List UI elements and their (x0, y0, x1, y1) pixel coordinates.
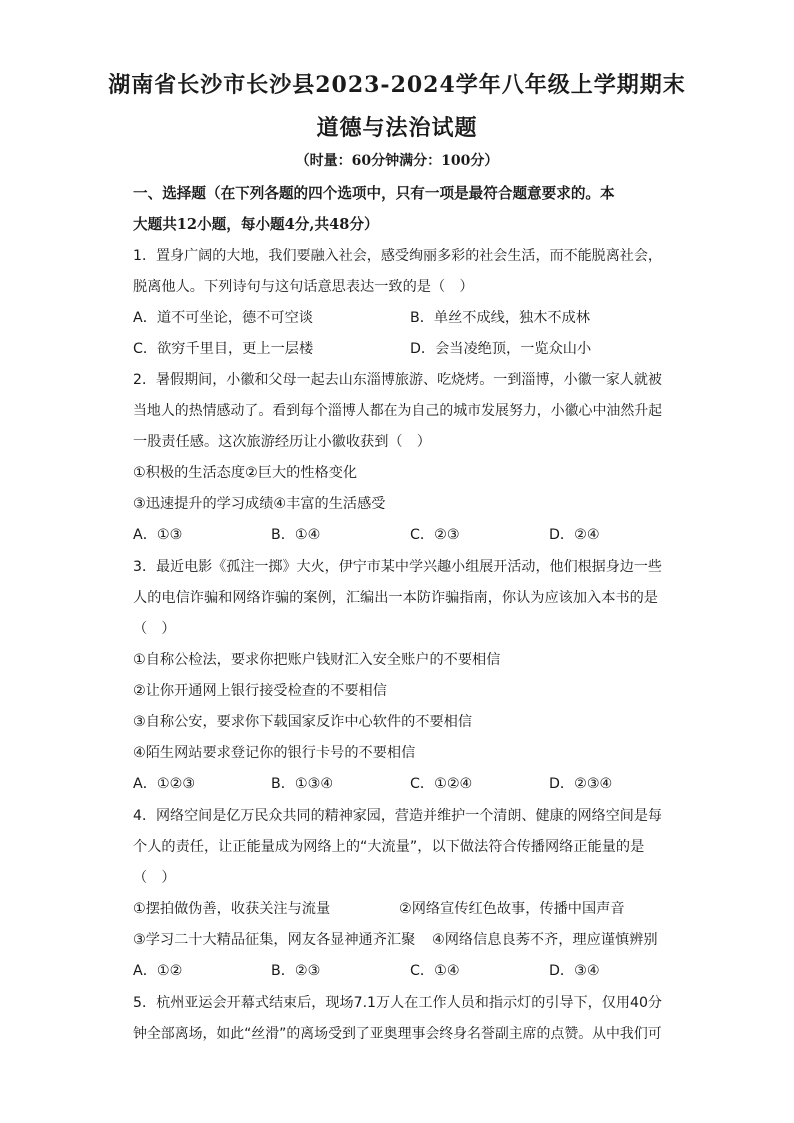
q3-item-4: ④陌生网站要求登记你的银行卡号的不要相信 (133, 745, 416, 761)
q4-item-1: ①摆拍做伪善，收获关注与流量 (133, 901, 331, 917)
q5-stem-line1: 5．杭州亚运会开幕式结束后，现场7.1万人在工作人员和指示灯的引导下，仅用40分 (133, 995, 663, 1011)
exam-meta: （时量：60分钟满分：100分） (295, 153, 499, 169)
q3-option-c: C．①②④ (410, 776, 473, 792)
q4-option-d: D．③④ (549, 963, 600, 979)
q2-option-d: D．②④ (549, 527, 600, 543)
q4-stem-line1: 4．网络空间是亿万民众共同的精神家园，营造并维护一个清朗、健康的网络空间是每 (133, 808, 662, 824)
q2-stem-line1: 2．暑假期间，小徽和父母一起去山东淄博旅游、吃烧烤。一到淄博，小徽一家人就被 (133, 372, 662, 388)
q2-option-a: A．①③ (133, 527, 183, 543)
q3-item-3: ③自称公安，要求你下载国家反诈中心软件的不要相信 (133, 714, 473, 730)
q4-option-a: A．①② (133, 963, 183, 979)
q3-stem-line1: 3．最近电影《孤注一掷》大火，伊宁市某中学兴趣小组展开活动，他们根据身边一些 (133, 559, 662, 575)
section-heading-line2: 大题共12小题，每小题4分,共48分） (133, 216, 379, 233)
q3-option-d: D．②③④ (549, 776, 613, 792)
q1-stem-line1: 1．置身广阔的大地，我们要融入社会，感受绚丽多彩的社会生活，而不能脱离社会， (133, 248, 662, 264)
exam-title-line1: 湖南省长沙市长沙县2023-2024学年八年级上学期期末 (108, 72, 686, 98)
exam-title-line2: 道德与法治试题 (316, 115, 478, 141)
q3-stem-line3: （ ） (133, 621, 176, 637)
section-heading-line1: 一、选择题（在下列各题的四个选项中，只有一项是最符合题意要求的。本 (133, 185, 615, 202)
q1-option-c: C．欲穷千里目，更上一层楼 (133, 341, 314, 357)
q4-option-b: B．②③ (271, 963, 321, 979)
q3-option-b: B．①③④ (271, 776, 334, 792)
q2-stem-line3: 一股责任感。这次旅游经历让小徽收获到（ ） (133, 434, 431, 450)
q4-option-c: C．①④ (410, 963, 460, 979)
q5-stem-line2: 钟全部离场，如此“丝滑”的离场受到了亚奥理事会终身名誉副主席的点赞。从中我们可 (133, 1026, 662, 1042)
q3-stem-line2: 人的电信诈骗和网络诈骗的案例，汇编出一本防诈骗指南，你认为应该加入本书的是 (133, 590, 658, 606)
q2-stem-line2: 当地人的热情感动了。看到每个淄博人都在为自己的城市发展努力，小徽心中油然升起 (133, 403, 663, 419)
q2-option-b: B．①④ (271, 527, 321, 543)
q2-items-line1: ①积极的生活态度②巨大的性格变化 (133, 465, 358, 481)
q2-option-c: C．②③ (410, 527, 460, 543)
q4-stem-line3: （ ） (133, 870, 176, 886)
q3-item-1: ①自称公检法，要求你把账户钱财汇入安全账户的不要相信 (133, 652, 501, 668)
q4-item-2: ②网络宣传红色故事，传播中国声音 (399, 901, 625, 917)
q4-stem-line2: 个人的责任，让正能量成为网络上的“大流量”，以下做法符合传播网络正能量的是 (133, 839, 645, 855)
q3-item-2: ②让你开通网上银行接受检查的不要相信 (133, 683, 387, 699)
q3-option-a: A．①②③ (133, 776, 196, 792)
q1-option-b: B．单丝不成线，独木不成林 (410, 310, 590, 326)
q4-item-3: ③学习二十大精品征集，网友各显神通齐汇聚 (133, 932, 416, 948)
q2-items-line2: ③迅速提升的学习成绩④丰富的生活感受 (133, 496, 386, 512)
q4-item-4: ④网络信息良莠不齐，理应谨慎辨别 (432, 932, 658, 948)
q1-option-a: A．道不可坐论，德不可空谈 (133, 310, 313, 326)
q1-option-d: D．会当凌绝顶，一览众山小 (410, 341, 592, 357)
q1-stem-line2: 脱离他人。下列诗句与这句话意思表达一致的是（ ） (133, 279, 474, 295)
